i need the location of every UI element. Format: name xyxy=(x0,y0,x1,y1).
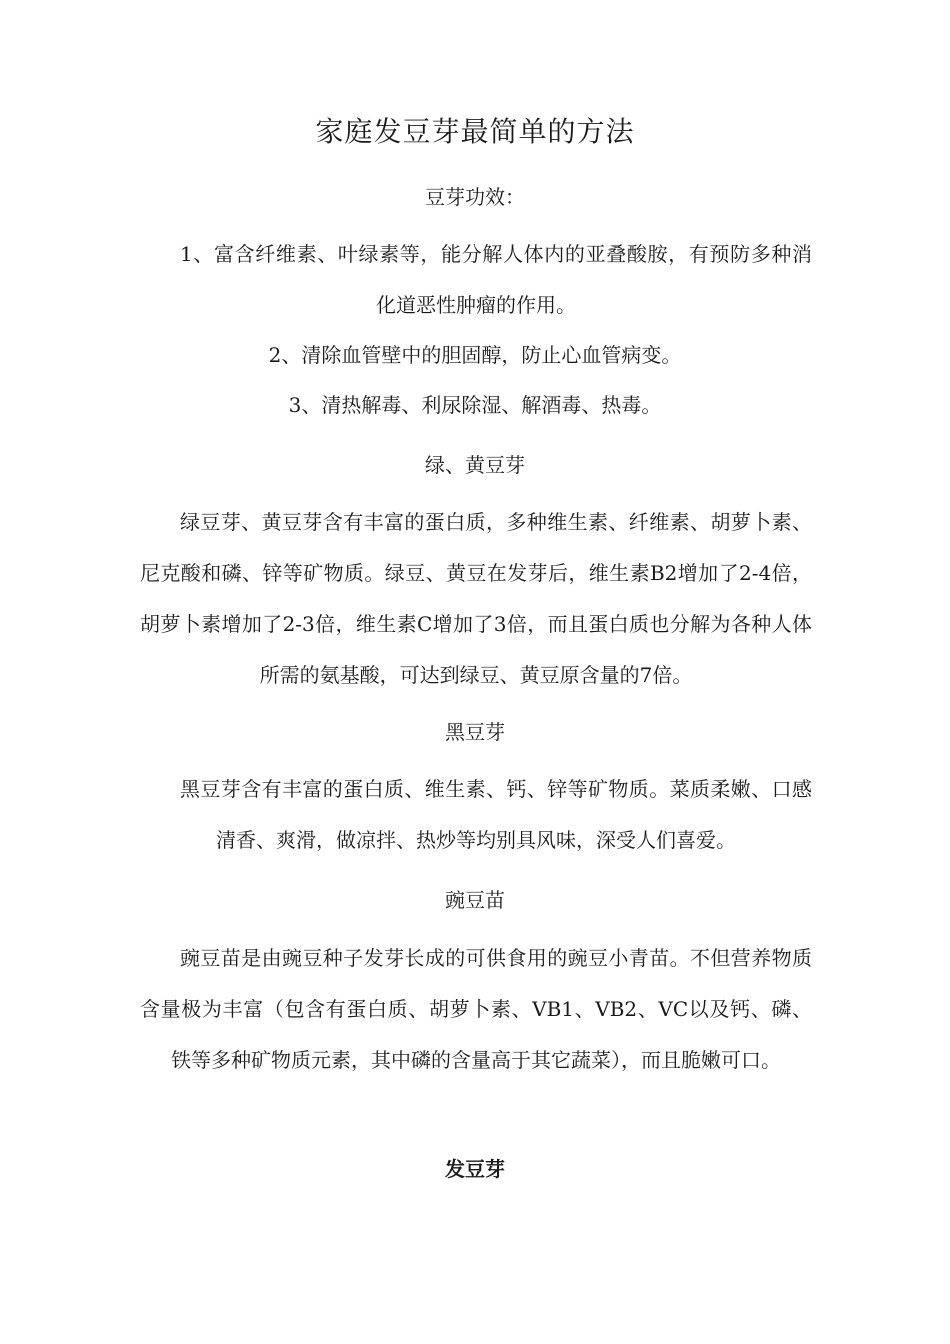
section-text-mung-soy-sprouts: 绿豆芽、黄豆芽含有丰富的蛋白质，多种维生素、纤维素、胡萝卜素、尼克酸和磷、锌等矿物质。绿豆、黄豆在发芽后，维生素B2增加了2-4倍，胡萝卜素增加了2-3倍，维生素C增加了3倍，而且蛋白质也分解为各种人体所需的氨基酸，可达到绿豆、黄豆原含量的7倍。 xyxy=(140,510,812,687)
section-text-pea-shoots: 豌豆苗是由豌豆种子发芽长成的可供食用的豌豆小青苗。不但营养物质含量极为丰富（包含有蛋白质、胡萝卜素、VB1、VB2、VC以及钙、磷、铁等多种矿物质元素，其中磷的含量高于其它蔬菜），而且脆嫩可口。 xyxy=(140,946,812,1072)
section-heading-mung-soy-sprouts: 绿、黄豆芽 xyxy=(425,453,525,477)
efficacy-item-3: 3、清热解毒、利尿除湿、解酒毒、热毒。 xyxy=(288,393,662,417)
section-heading-pea-shoots: 豌豆苗 xyxy=(445,888,505,912)
efficacy-item-2: 2、清除血管壁中的胆固醇，防止心血管病变。 xyxy=(268,343,682,367)
efficacy-item-1: 1、富含纤维素、叶绿素等，能分解人体内的亚叠酸胺，有预防多种消化道恶性肿瘤的作用。 xyxy=(180,242,812,317)
final-heading: 发豆芽 xyxy=(445,1157,505,1181)
page-title: 家庭发豆芽最简单的方法 xyxy=(315,115,635,148)
section-text-black-bean-sprouts: 黑豆芽含有丰富的蛋白质、维生素、钙、锌等矿物质。菜质柔嫩、口感清香、爽滑，做凉拌、热炒等均别具风味，深受人们喜爱。 xyxy=(180,777,812,852)
section-heading-black-bean-sprouts: 黑豆芽 xyxy=(445,720,505,744)
efficacy-heading: 豆芽功效： xyxy=(425,185,525,209)
